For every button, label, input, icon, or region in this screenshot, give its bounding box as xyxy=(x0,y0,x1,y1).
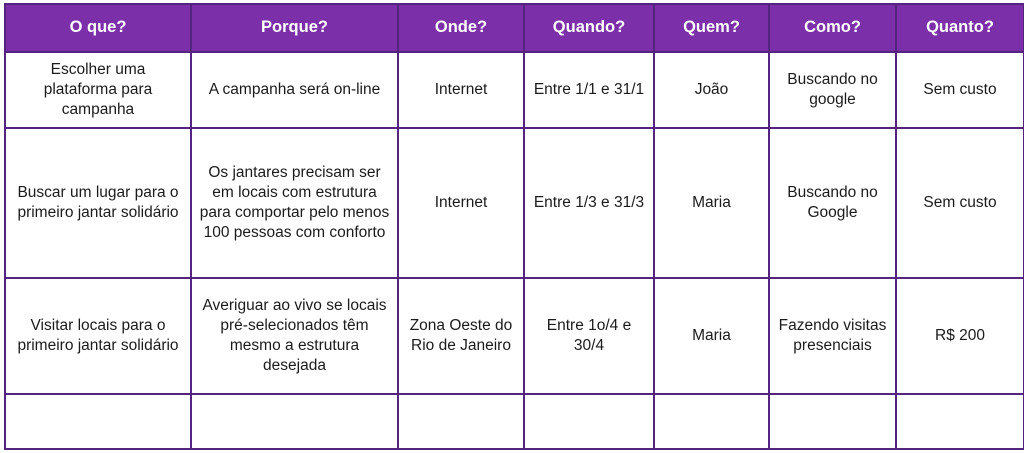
cell-o-que xyxy=(5,394,191,449)
table-row xyxy=(5,52,1024,128)
column-header-porque: Porque? xyxy=(191,4,398,52)
table-row xyxy=(5,128,1024,278)
cell-quanto xyxy=(896,394,1024,449)
cell-quanto: Sem custo xyxy=(896,128,1024,278)
cell-quanto: Sem custo xyxy=(896,52,1024,128)
cell-quando: Entre 1/1 e 31/1 xyxy=(524,52,654,128)
column-header-o-que: O que? xyxy=(5,4,191,52)
cell-como: Buscando no Google xyxy=(769,128,896,278)
cell-quem: Maria xyxy=(654,278,769,394)
column-header-quem: Quem? xyxy=(654,4,769,52)
cell-como: Fazendo visitas presenciais xyxy=(769,278,896,394)
cell-como xyxy=(769,394,896,449)
cell-o-que: Escolher uma plataforma para campanha xyxy=(5,52,191,128)
action-plan-table xyxy=(4,3,1024,450)
column-header-onde: Onde? xyxy=(398,4,524,52)
cell-quem xyxy=(654,394,769,449)
column-header-como: Como? xyxy=(769,4,896,52)
cell-porque: A campanha será on-line xyxy=(191,52,398,128)
cell-porque: Os jantares precisam ser em locais com estrutura para comportar pelo menos 100 pessoas com conforto xyxy=(191,128,398,278)
table-header xyxy=(5,4,1024,52)
cell-o-que: Buscar um lugar para o primeiro jantar solidário xyxy=(5,128,191,278)
cell-como: Buscando no google xyxy=(769,52,896,128)
cell-o-que: Visitar locais para o primeiro jantar solidário xyxy=(5,278,191,394)
cell-porque: Averiguar ao vivo se locais pré-selecionados têm mesmo a estrutura desejada xyxy=(191,278,398,394)
column-header-quanto: Quanto? xyxy=(896,4,1024,52)
cell-quem: João xyxy=(654,52,769,128)
table-body xyxy=(5,52,1024,449)
table-row xyxy=(5,278,1024,394)
cell-quando: Entre 1/3 e 31/3 xyxy=(524,128,654,278)
cell-quem: Maria xyxy=(654,128,769,278)
cell-porque xyxy=(191,394,398,449)
table-header-row xyxy=(5,4,1024,52)
cell-onde xyxy=(398,394,524,449)
cell-onde: Zona Oeste do Rio de Janeiro xyxy=(398,278,524,394)
cell-onde: Internet xyxy=(398,128,524,278)
column-header-quando: Quando? xyxy=(524,4,654,52)
cell-quando: Entre 1o/4 e 30/4 xyxy=(524,278,654,394)
table-row-empty xyxy=(5,394,1024,449)
cell-onde: Internet xyxy=(398,52,524,128)
cell-quando xyxy=(524,394,654,449)
cell-quanto: R$ 200 xyxy=(896,278,1024,394)
